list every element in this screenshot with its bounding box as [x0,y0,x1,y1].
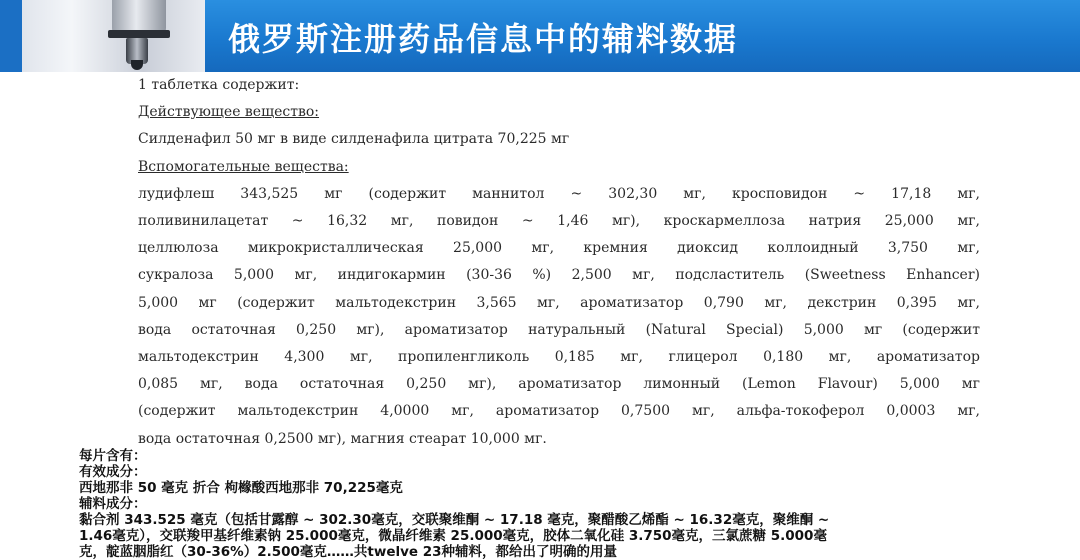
cn-line: 有效成分： [79,464,147,480]
doc-line: (содержит мальтодекстрин 4,0000 мг, ароматизатор 0,7500 мг, альфа-токоферол 0,0003 мг, [138,403,980,420]
russian-document-scan [138,72,980,453]
doc-line: 1 таблетка содержит: [138,77,300,93]
doc-line: вода остаточная 0,2500 мг), магния стеарат 10,000 мг. [138,430,547,447]
header-image [0,0,205,72]
cn-line: 辅料成分： [79,496,147,512]
header-image-strip [0,0,22,72]
cn-line: 克，靛蓝胭脂红（30-36%）2.500毫克……共twelve 23种辅料，都给出了明确的用量 [79,544,618,560]
doc-line: 5,000 мг (содержит мальтодекстрин 3,565 мг, ароматизатор 0,790 мг, декстрин 0,395 мг, [138,294,980,311]
doc-line: целлюлоза микрокристаллическая 25,000 мг, кремния диоксид коллоидный 3,750 мг, [138,240,980,257]
doc-line: сукралоза 5,000 мг, индигокармин (30-36 %) 2,500 мг, подсластитель (Sweetness Enhancer) [138,267,980,284]
doc-line: вода остаточная 0,250 мг), ароматизатор натуральный (Natural Special) 5,000 мг (содержит [138,321,980,338]
doc-line: лудифлеш 343,525 мг (содержит маннитол ~ 302,30 мг, кросповидон ~ 17,18 мг, [138,185,980,202]
doc-heading-active-substance: Действующее вещество: [138,104,320,121]
cn-line: 1.46毫克），交联羧甲基纤维素钠 25.000毫克，微晶纤维素 25.000毫克，胶体二氧化硅 3.750毫克，三氯蔗糖 5.000毫 [79,528,827,544]
chinese-translation [79,448,1047,560]
header-banner [0,0,1080,72]
cn-line: 每片含有： [79,448,147,464]
doc-line: мальтодекстрин 4,300 мг, пропиленгликоль 0,185 мг, глицерол 0,180 мг, ароматизатор [138,349,980,366]
slide-title: 俄罗斯注册药品信息中的辅料数据 [228,20,739,58]
doc-line: поливинилацетат ~ 16,32 мг, повидон ~ 1,46 мг), кроскармеллоза натрия 25,000 мг, [138,213,980,230]
doc-line: 0,085 мг, вода остаточная 0,250 мг), ароматизатор лимонный (Lemon Flavour) 5,000 мг [138,376,980,393]
cn-line: 黏合剂 343.525 毫克（包括甘露醇 ~ 302.30毫克，交联聚维酮 ~ 17.18 毫克，聚醋酸乙烯酯 ~ 16.32毫克，聚维酮 ~ [79,512,830,528]
doc-heading-excipients: Вспомогательные вещества: [138,158,349,175]
cn-line: 西地那非 50 毫克 折合 枸橼酸西地那非 70,225毫克 [79,480,403,496]
doc-line: Силденафил 50 мг в виде силденафила цитрата 70,225 мг [138,131,570,148]
